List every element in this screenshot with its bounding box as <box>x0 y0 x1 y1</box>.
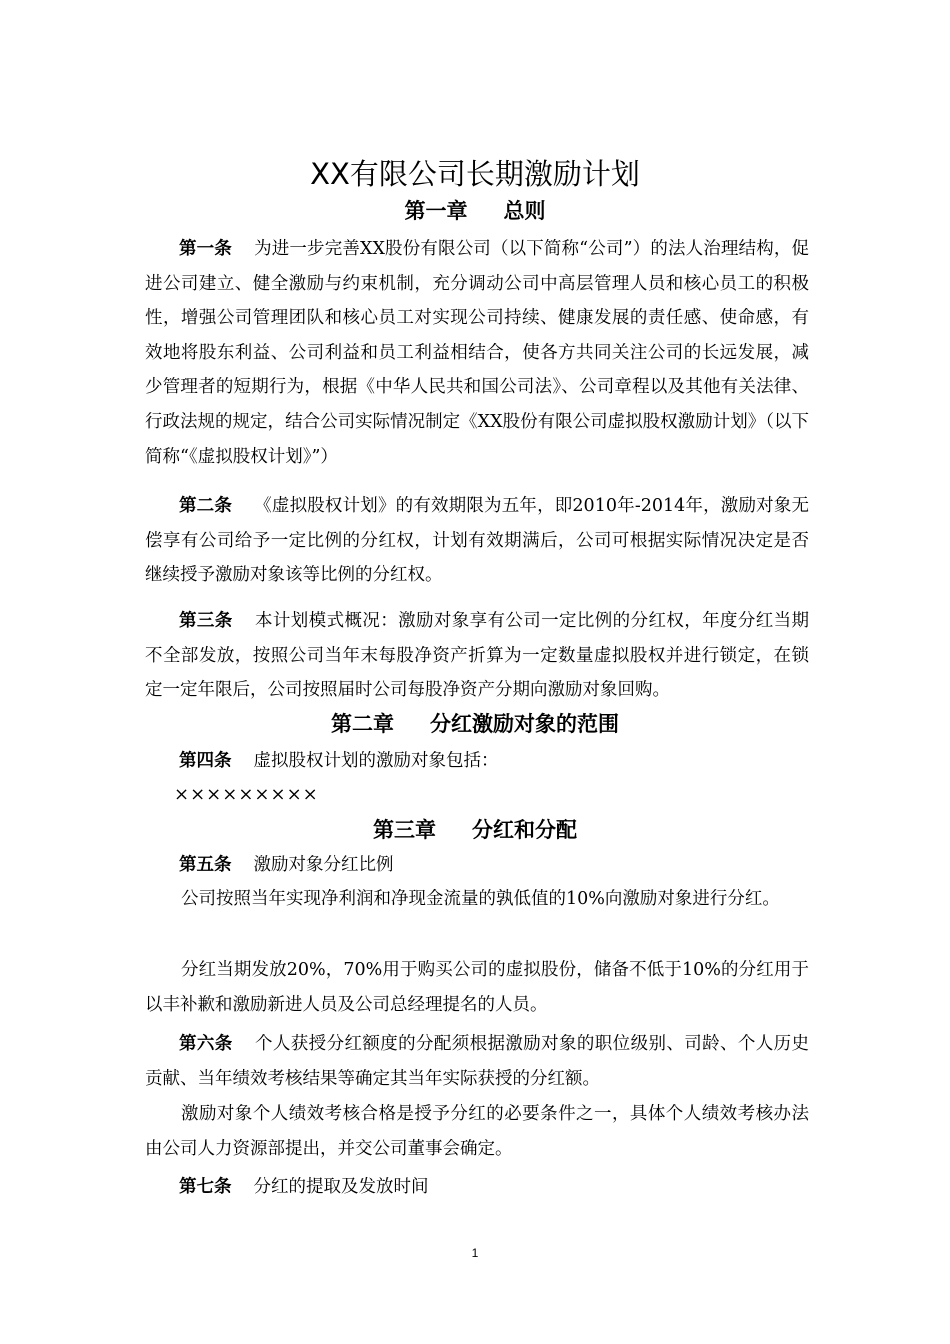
article-4-label: 第四条 <box>179 751 232 771</box>
page-number: 1 <box>471 1246 479 1260</box>
article-7-label: 第七条 <box>179 1177 232 1197</box>
article-5-label: 第五条 <box>179 855 232 875</box>
article-6 <box>145 1027 809 1096</box>
article-1-label: 第一条 <box>179 239 232 259</box>
article-5-paragraph-2: 分红当期发放20%，70%用于购买公司的虚拟股份，储备不低于10%的分红用于以丰补歉和激励新进人员及公司总经理提名的人员。 <box>145 960 809 1015</box>
chapter-2-name: 分红激励对象的范围 <box>430 712 619 736</box>
document-title: XX有限公司长期激励计划 <box>310 157 640 191</box>
article-2-label: 第二条 <box>179 496 233 516</box>
article-6-paragraph-1: 激励对象个人绩效考核合格是授予分红的必要条件之一，具体个人绩效考核办法由公司人力资源部提出，并交公司董事会确定。 <box>145 1104 809 1159</box>
article-6-text: 个人获授分红额度的分配须根据激励对象的职位级别、司龄、个人历史贡献、当年绩效考核结果等确定其当年实际获授的分红额。 <box>145 1034 810 1089</box>
article-4 <box>145 744 809 779</box>
chapter-3-heading <box>0 815 950 845</box>
chapter-1-heading <box>0 196 950 226</box>
chapter-2-number: 第二章 <box>331 712 394 736</box>
article-5-paragraph-1: 公司按照当年实现净利润和净现金流量的孰低值的10%向激励对象进行分红。 <box>181 889 780 909</box>
article-1 <box>145 232 809 474</box>
article-5-text: 激励对象分红比例 <box>253 855 394 875</box>
article-1-text: 为进一步完善XX股份有限公司（以下简称“公司”）的法人治理结构，促进公司建立、健全激励与约束机制，充分调动公司中高层管理人员和核心员工的积极性，增强公司管理团队和核心员工对实现公司持续、健康发展的责任感、使命感，有效地将股东利益、公司利益和员工利益相结合，使各方共同关注公司的长远发展，减少管理者的短期行为，根据《中华人民共和国公司法》、公司章程以及其他有关法律、行政法规的规定，结合公司实际情况制定《XX股份有限公司虚拟股权激励计划》（以下简称“《虚拟股权计划》”） <box>145 239 810 467</box>
article-3 <box>145 604 809 708</box>
chapter-1-number: 第一章 <box>404 199 468 223</box>
article-3-label: 第三条 <box>179 611 233 631</box>
article-4-text: 虚拟股权计划的激励对象包括： <box>253 751 499 771</box>
chapter-3-name: 分红和分配 <box>472 818 577 842</box>
article-2 <box>145 489 809 593</box>
article-7 <box>145 1170 809 1205</box>
article-4-placeholder: ××××××××× <box>174 784 319 805</box>
chapter-3-number: 第三章 <box>373 818 436 842</box>
article-7-text: 分红的提取及发放时间 <box>253 1177 429 1197</box>
article-6-label: 第六条 <box>179 1034 233 1054</box>
chapter-2-heading <box>0 709 950 739</box>
article-3-text: 本计划模式概况：激励对象享有公司一定比例的分红权，年度分红当期不全部发放，按照公司当年末每股净资产折算为一定数量虚拟股权并进行锁定，在锁定一定年限后，公司按照届时公司每股净资产分期向激励对象回购。 <box>145 611 810 701</box>
article-2-text: 《虚拟股权计划》的有效期限为五年，即2010年-2014年，激励对象无偿享有公司给予一定比例的分红权，计划有效期满后，公司可根据实际情况决定是否继续授予激励对象该等比例的分红权。 <box>145 496 810 586</box>
chapter-1-name: 总则 <box>503 199 546 223</box>
article-5 <box>145 848 809 883</box>
